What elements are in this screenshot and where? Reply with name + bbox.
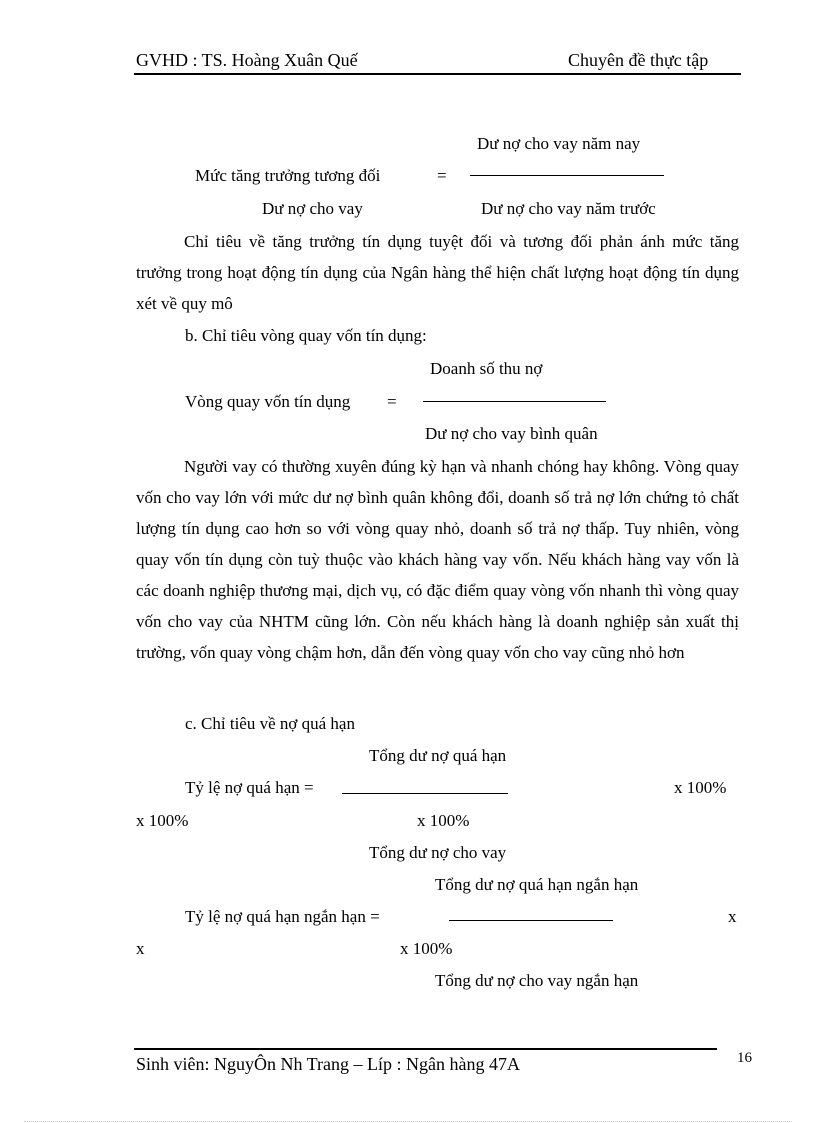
fraction-bar — [470, 175, 664, 176]
header-right: Chuyên đề thực tập — [568, 50, 709, 70]
stray-multiplier-left: x — [136, 939, 145, 958]
page-bottom-dotted-edge — [24, 1121, 792, 1122]
multiplier-right: x 100% — [674, 778, 727, 797]
fraction-bar — [342, 793, 508, 794]
formula-label: Vòng quay vốn tín dụng — [185, 392, 351, 411]
footer-student: Sinh viên: NguyÔn Nh Trang – Líp : Ngân hàng 47A — [136, 1054, 520, 1074]
fraction-bar — [449, 920, 613, 921]
formula-label: Tỷ lệ nợ quá hạn ngắn hạn = — [185, 907, 380, 926]
formula-numerator: Doanh số thu nợ — [430, 359, 543, 378]
heading-c: c. Chỉ tiêu về nợ quá hạn — [185, 714, 355, 733]
formula-label: Mức tăng trưởng tương đối — [195, 166, 381, 185]
formula-denominator: Tổng dư nợ cho vay ngắn hạn — [435, 971, 639, 990]
stray-multiplier-mid: x 100% — [417, 811, 470, 830]
paragraph-turnover: Người vay có thường xuyên đúng kỳ hạn và nhanh chóng hay không. Vòng quay vốn cho vay lớn với mức dư nợ bình quân không đổi, doanh số trả nợ lớn chứng tỏ chất lượng tín dụng cao hơn so với vòng quay nhỏ, doanh số trả nợ thấp. Tuy nhiên, vòng quay vốn tín dụng còn tuỳ thuộc vào khách hàng vay vốn. Nếu khách hàng vay vốn là các doanh nghiệp thương mại, dịch vụ, có đặc điểm quay vòng vốn nhanh thì vòng quay vốn cho vay của NHTM cũng lớn. Còn nếu khách hàng là doanh nghiệp sản xuất thị trường, vốn quay vòng chậm hơn, dẫn đến vòng quay vốn cho vay cũng nhỏ hơn — [136, 457, 739, 662]
header-left: GVHD : TS. Hoàng Xuân Quế — [136, 50, 358, 70]
paragraph-growth: Chỉ tiêu về tăng trưởng tín dụng tuyệt đối và tương đối phản ánh mức tăng trưởng trong hoạt động tín dụng của Ngân hàng thể hiện chất lượng hoạt động tín dụng xét về quy mô — [136, 232, 739, 313]
page-number: 16 — [737, 1050, 752, 1066]
fraction-bar — [423, 401, 606, 402]
formula-leftover-text: Dư nợ cho vay — [262, 199, 363, 218]
formula-label: Tỷ lệ nợ quá hạn = — [185, 778, 314, 797]
formula-numerator: Tổng dư nợ quá hạn ngắn hạn — [435, 875, 639, 894]
formula-denominator: Tổng dư nợ cho vay — [369, 843, 507, 862]
footer-rule — [134, 1048, 717, 1050]
heading-b: b. Chỉ tiêu vòng quay vốn tín dụng: — [185, 326, 427, 345]
formula-denominator: Dư nợ cho vay năm trước — [481, 199, 656, 218]
stray-multiplier-left: x 100% — [136, 811, 189, 830]
header-rule — [134, 73, 741, 75]
equals-sign: = — [437, 166, 447, 185]
formula-numerator: Dư nợ cho vay năm nay — [477, 134, 641, 153]
multiplier-right: x — [728, 907, 737, 926]
stray-multiplier-mid: x 100% — [400, 939, 453, 958]
formula-numerator: Tổng dư nợ quá hạn — [369, 746, 507, 765]
equals-sign: = — [387, 392, 397, 411]
formula-denominator: Dư nợ cho vay bình quân — [425, 424, 598, 443]
